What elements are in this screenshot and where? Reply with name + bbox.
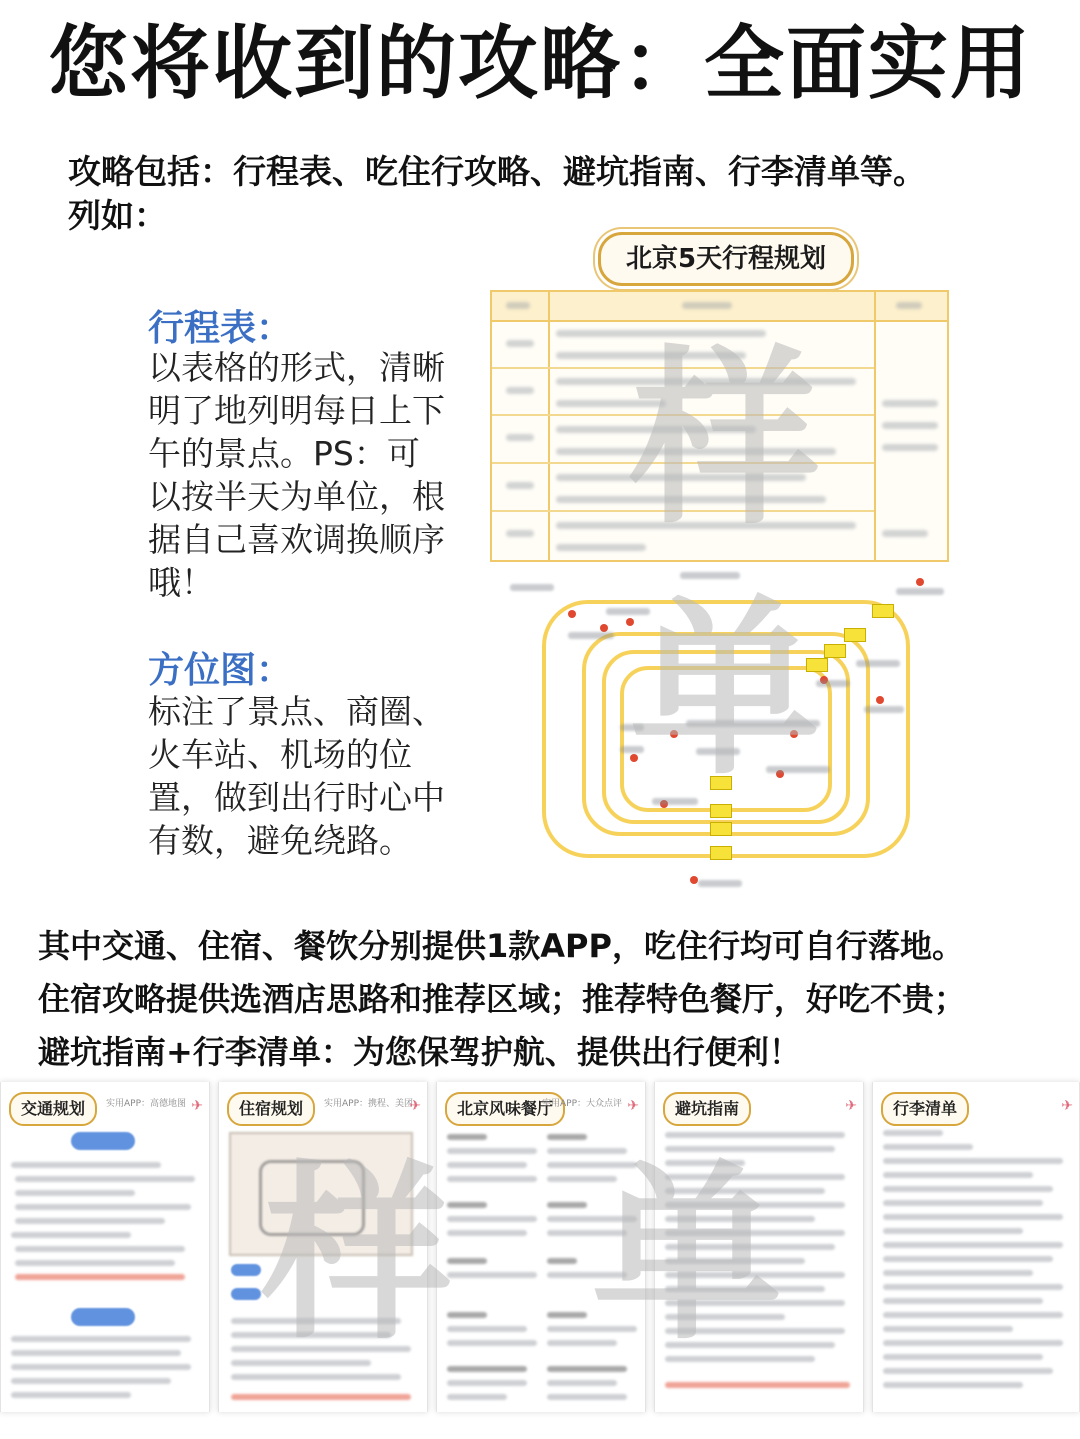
card-app-label: 实用APP：携程、美团 [324, 1099, 414, 1109]
map-description: 标注了景点、商圈、火车站、机场的位置，做到出行时心中有数，避免绕路。 [148, 692, 445, 860]
paper-plane-icon: ✈ [1061, 1098, 1073, 1114]
card-title: 交通规划 [9, 1092, 97, 1126]
summary-text [38, 920, 1078, 1079]
paper-plane-icon: ✈ [191, 1098, 203, 1114]
itinerary-heading: 行程表： [148, 308, 293, 349]
card-title: 北京风味餐厅 [445, 1092, 565, 1126]
summary-line-3: 避坑指南+行李清单：为您保驾护航、提供出行便利！ [38, 1033, 801, 1071]
intro-text [68, 150, 1048, 238]
page-title: 您将收到的攻略：全面实用 [48, 17, 1032, 110]
itinerary-description: 以表格的形式，清晰明了地列明每日上下午的景点。PS：可以按半天为单位，根据自己喜欢调换顺序哦！ [148, 348, 445, 602]
intro-line-2: 列如： [68, 196, 167, 235]
plan-title-badge: 北京5天行程规划 [598, 232, 854, 286]
card-app-label: 实用APP：高德地图 [106, 1099, 187, 1109]
transport-card [0, 1082, 210, 1412]
card-title: 行李清单 [881, 1092, 969, 1126]
sample-watermark: 单 [592, 1144, 783, 1365]
packing-list-card [872, 1082, 1080, 1412]
table-column-divider [548, 292, 550, 560]
sample-watermark: 样 [630, 329, 821, 550]
paper-plane-icon: ✈ [409, 1098, 421, 1114]
table-column-divider [874, 292, 876, 560]
card-title: 住宿规划 [227, 1092, 315, 1126]
card-app-label: 实用APP：大众点评 [542, 1099, 623, 1109]
intro-line-1: 攻略包括：行程表、吃住行攻略、避坑指南、行李清单等。 [68, 152, 926, 191]
paper-plane-icon: ✈ [845, 1098, 857, 1114]
card-title: 避坑指南 [663, 1092, 751, 1126]
map-heading: 方位图： [148, 650, 293, 691]
sample-watermark: 样 [262, 1144, 453, 1365]
summary-line-1: 其中交通、住宿、餐饮分别提供1款APP，吃住行均可自行落地。 [38, 927, 964, 965]
sample-watermark: 单 [630, 579, 821, 800]
paper-plane-icon: ✈ [627, 1098, 639, 1114]
summary-line-2: 住宿攻略提供选酒店思路和推荐区域；推荐特色餐厅，好吃不贵； [38, 980, 967, 1018]
